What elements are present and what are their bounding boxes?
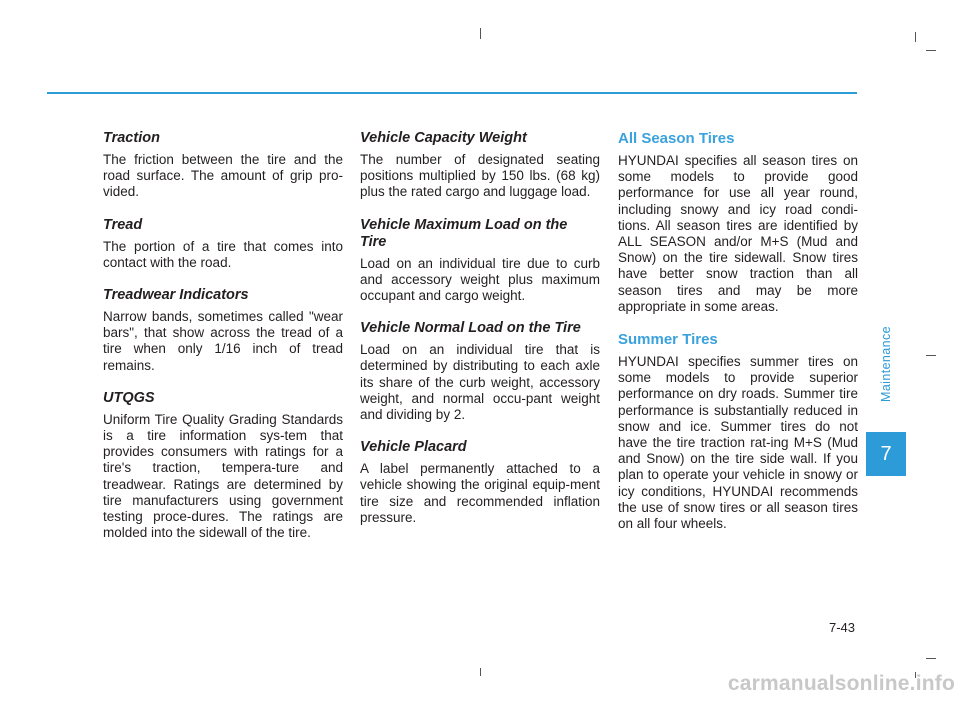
term-heading: Tread [103,216,143,233]
chapter-title: Maintenance [879,326,893,402]
section-body: HYUNDAI specifies summer tires on some models to provide superior performance on dry roads. Summer tire performance is substantially reduced in snow and ice. Summer tires do not have the tire traction rat-ing M+S (Mud and Snow) on the tire side wall. If you plan to operate your vehicle in snowy or icy conditions, HYUNDAI recommends the use of snow tires or all season tires on all four wheels. [618,354,858,532]
section-body: HYUNDAI specifies all season tires on some models to provide good performance for use all year round, including snowy and icy road condi-tions. All season tires are identified by ALL SEASON and/or M+S (Mud and Snow) on the tire sidewall. Snow tires have better snow traction than all season tires and may be more appropriate in some areas. [618,153,858,314]
term-definition: Uniform Tire Quality Grading Standards is a tire information sys-tem that provides consumers with ratings for a tire's traction, tempera-ture and treadwear. Ratings are determined by tire manufacturers using government testing proce-dures. The ratings are molded into the sidewall of the tire. [103,411,343,541]
crop-mark-top-right-h [926,50,936,51]
column-middle [360,130,600,542]
term-heading: Vehicle Maximum Load on the Tire [360,216,568,250]
column-right [618,130,858,548]
section-heading: Summer Tires [618,331,718,349]
definition-utqgs [103,390,343,542]
term-definition: Load on an individual tire due to curb and accessory weight plus maximum occupant and cargo weight. [360,255,600,304]
definition-vehicle-placard [360,439,600,526]
term-definition: Load on an individual tire that is determined by distributing to each axle its share of the curb weight, accessory weight, and normal occu-pant weight and dividing by 2. [360,342,600,423]
crop-mark-bottom-right-h [926,658,936,659]
definition-vehicle-normal-load [360,320,600,423]
term-heading: Vehicle Placard [360,439,467,456]
term-heading: Vehicle Normal Load on the Tire [360,320,581,337]
crop-mark-top-right-v [915,32,916,42]
term-definition: The number of designated seating positions multiplied by 150 lbs. (68 kg) plus the rated cargo and luggage load. [360,152,600,200]
term-definition: The portion of a tire that comes into contact with the road. [103,238,343,270]
crop-mark-bottom-center [480,668,481,676]
term-definition: The friction between the tire and the road surface. The amount of grip pro-vided. [103,152,343,200]
watermark-text: carmanualsonline.info [727,672,955,695]
term-heading: Treadwear Indicators [103,287,249,304]
definition-vehicle-capacity-weight [360,130,600,201]
definition-tread [103,217,343,271]
chapter-number-tab: 7 [866,432,906,476]
section-all-season-tires [618,130,858,315]
definition-treadwear-indicators [103,287,343,374]
term-heading: UTQGS [103,389,155,406]
term-heading: Traction [103,130,160,146]
chapter-side-label [866,296,906,432]
crop-mark-mid-right-h [926,355,936,356]
section-summer-tires [618,331,858,532]
crop-mark-top-center [480,28,481,39]
definition-vehicle-maximum-load [360,217,600,305]
header-rule [47,92,857,94]
section-heading: All Season Tires [618,130,735,147]
term-heading: Vehicle Capacity Weight [360,130,527,146]
page-number: 7-43 [828,620,855,635]
definition-traction [103,130,343,201]
column-left [103,130,343,557]
term-definition: Narrow bands, sometimes called "wear bars", that show across the tread of a tire when only 1/16 inch of tread remains. [103,309,343,373]
term-definition: A label permanently attached to a vehicle showing the original equip-ment tire size and recommended inflation pressure. [360,461,600,525]
